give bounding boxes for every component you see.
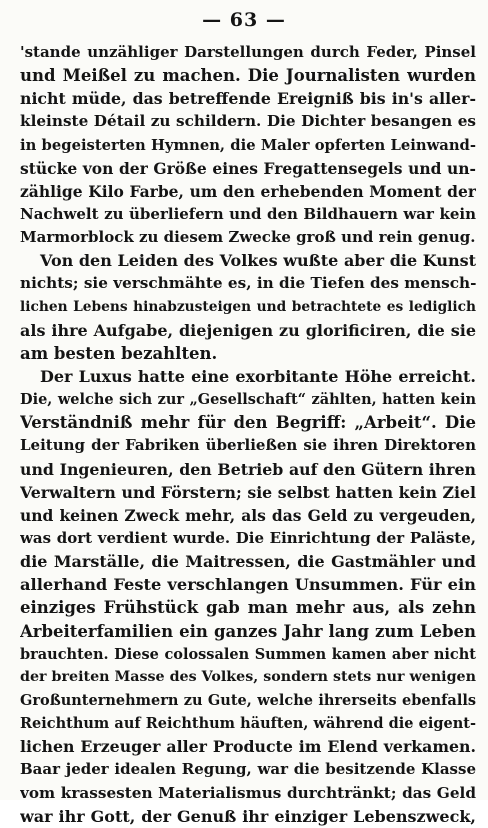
text-line: lichen Lebens hinabzusteigen und betrachtete es lediglich: [20, 298, 476, 315]
text-line: Arbeiterfamilien ein ganzes Jahr lang zum Leben: [20, 621, 476, 641]
text-line: und Ingenieuren, den Betrieb auf den Gütern ihren: [20, 459, 476, 479]
text-line: kleinste Détail zu schildern. Die Dichter besangen es: [20, 112, 476, 131]
body-text: [20, 41, 476, 828]
text-line: Verständniß mehr für den Begriff: „Arbeit“. Die: [20, 413, 476, 433]
text-line: und keinen Zweck mehr, als das Geld zu vergeuden,: [20, 505, 476, 525]
text-line: brauchten. Diese colossalen Summen kamen aber nicht: [20, 645, 476, 663]
text-line: Nachwelt zu überliefern und den Bildhauern war kein: [20, 204, 476, 223]
text-line: war ihr Gott, der Genuß ihr einziger Lebenszweck,: [20, 806, 476, 826]
text-line: am besten bezahlten.: [20, 343, 218, 363]
text-line: vom krassesten Materialismus durchtränkt; das Geld: [20, 783, 476, 802]
text-line: zählige Kilo Farbe, um den erhebenden Moment der: [20, 181, 476, 201]
text-line: Von den Leiden des Volkes wußte aber die Kunst: [40, 251, 476, 271]
text-line: in begeisterten Hymnen, die Maler opferten Leinwand-: [20, 136, 476, 154]
text-line: die Marställe, die Maitressen, die Gastmähler und: [20, 552, 476, 572]
text-line: Marmorblock zu diesem Zwecke groß und rein genug.: [20, 228, 476, 247]
text-line: als ihre Aufgabe, diejenigen zu glorificiren, die sie: [20, 320, 476, 340]
text-line: einziges Frühstück gab man mehr aus, als zehn: [20, 598, 476, 618]
text-line: Die, welche sich zur „Gesellschaft“ zählten, hatten kein: [20, 391, 476, 409]
text-line: nicht müde, das betreffende Ereigniß bis in's aller-: [20, 89, 476, 109]
text-line: stücke von der Größe eines Fregattensegels und un-: [20, 158, 476, 178]
text-line: Der Luxus hatte eine exorbitante Höhe erreicht.: [40, 366, 476, 386]
text-line: Leitung der Fabriken überließen sie ihren Direktoren: [20, 436, 476, 455]
text-line: allerhand Feste verschlangen Unsummen. Für ein: [20, 575, 476, 595]
text-line: und Meißel zu machen. Die Journalisten wurden: [20, 66, 476, 86]
text-line: Verwaltern und Förstern; sie selbst hatten kein Ziel: [20, 482, 476, 502]
text-line: nichts; sie verschmähte es, in die Tiefen des mensch-: [20, 274, 476, 293]
text-line: Baar jeder idealen Regung, war die besitzende Klasse: [20, 760, 476, 779]
text-line: was dort verdient wurde. Die Einrichtung der Paläste,: [20, 528, 476, 547]
text-line: 'stande unzähliger Darstellungen durch Feder, Pinsel: [20, 43, 476, 61]
text-line: Großunternehmern zu Gute, welche ihrerseits ebenfalls: [20, 691, 476, 709]
text-line: der breiten Masse des Volkes, sondern stets nur wenigen: [20, 668, 476, 685]
text-line: lichen Erzeuger aller Producte im Elend verkamen.: [20, 737, 476, 757]
text-line: Reichthum auf Reichthum häuften, während die eigent-: [20, 715, 476, 733]
page-number: — 63 —: [202, 9, 286, 31]
